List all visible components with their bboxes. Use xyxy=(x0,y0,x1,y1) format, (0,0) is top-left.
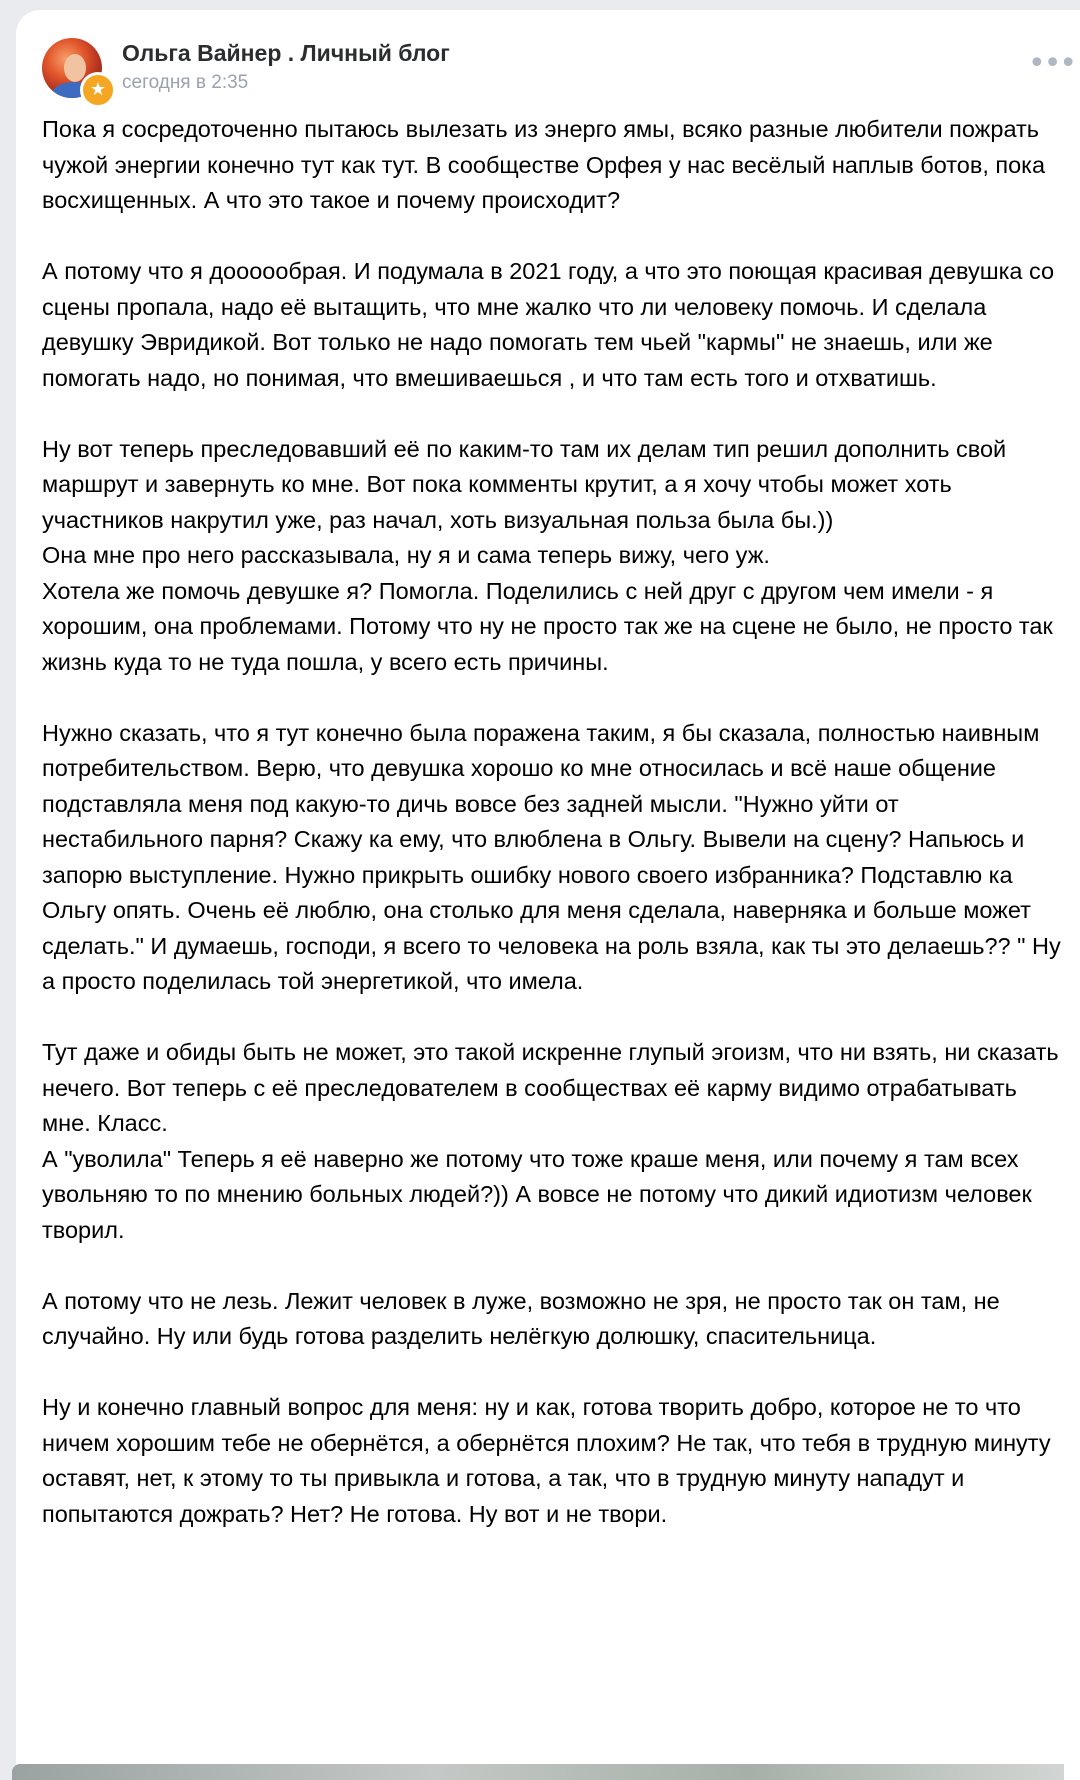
attachment-preview[interactable] xyxy=(12,1764,1064,1780)
post-text: Пока я сосредоточенно пытаюсь вылезать из энерго ямы, всяко разные любители пожрать чужой энергии конечно тут как тут. В сообществе Орфея у нас весёлый наплыв ботов, пока восхищенных. А что это такое и почему происходит? А потому что я доооообрая. И подумала в 2021 году, а что это поющая красивая девушка со сцены пропала, надо её вытащить, что мне жалко что ли человеку помочь. И сделала девушку Эвридикой. Вот только не надо помогать тем чьей "кармы" не знаешь, или же помогать надо, но понимая, что вмешиваешься , и что там есть того и отхватишь. Ну вот теперь преследовавший её по каким-то там их делам тип решил дополнить свой маршрут и завернуть ко мне. Вот пока комменты крутит, а я хочу чтобы может хоть участников накрутил уже, раз начал, хоть визуальная польза была бы.)) Она мне про него рассказывала, ну я и сама теперь вижу, чего уж. Хотела же помочь девушке я? Помогла. Поделились с ней друг с другом чем имели - я хорошим, она проблемами. Потому что ну не просто так же на сцене не было, не просто так жизнь куда то не туда пошла, у всего есть причины. Нужно сказать, что я тут конечно была поражена таким, я бы сказала, полностью наивным потребительством. Верю, что девушка хорошо ко мне относилась и всё наше общение подставляла меня под какую-то дичь вовсе без задней мысли. "Нужно уйти от нестабильного парня? Скажу ка ему, что влюблена в Ольгу. Вывели на сцену? Напьюсь и запорю выступление. Нужно прикрыть ошибку нового своего избранника? Подставлю ка Ольгу опять. Очень её люблю, она столько для меня сделала, наверняка и больше может сделать." И думаешь, господи, я всего то человека на роль взяла, как ты это делаешь?? " Ну а просто поделилась той энергетикой, что имела. Тут даже и обиды быть не может, это такой искренне глупый эгоизм, что ни взять, ни сказать нечего. Вот теперь с её преследователем в сообществах её карму видимо отрабатывать мне. Класс. А "уволила" Теперь я её наверно же потому что тоже краше меня, или почему я там всех увольняю то по мнению больных людей?)) А вовсе не потому что дикий идиотизм человек творил. А потому что не лезь. Лежит человек в луже, возможно не зря, не просто так он там, не случайно. Ну или будь готова разделить нелёгкую долюшку, спасительница. Ну и конечно главный вопрос для меня: ну и как, готова творить добро, которое не то что ничем хорошим тебе не обернётся, а обернётся плохим? Не так, что тебя в трудную минуту оставят, нет, к этому то ты привыкла и готова, а так, что в трудную минуту нападут и попытаются дожрать? Нет? Не готова. Ну вот и не твори. xyxy=(42,116,1061,1527)
author-name[interactable]: Ольга Вайнер . Личный блог xyxy=(122,40,450,66)
star-icon: ★ xyxy=(80,72,116,108)
avatar-face xyxy=(64,54,86,82)
more-horizontal-icon[interactable]: ••• xyxy=(1028,46,1076,81)
post-header xyxy=(16,10,1080,110)
post-card xyxy=(16,10,1080,1780)
post-time[interactable]: сегодня в 2:35 xyxy=(122,72,249,93)
